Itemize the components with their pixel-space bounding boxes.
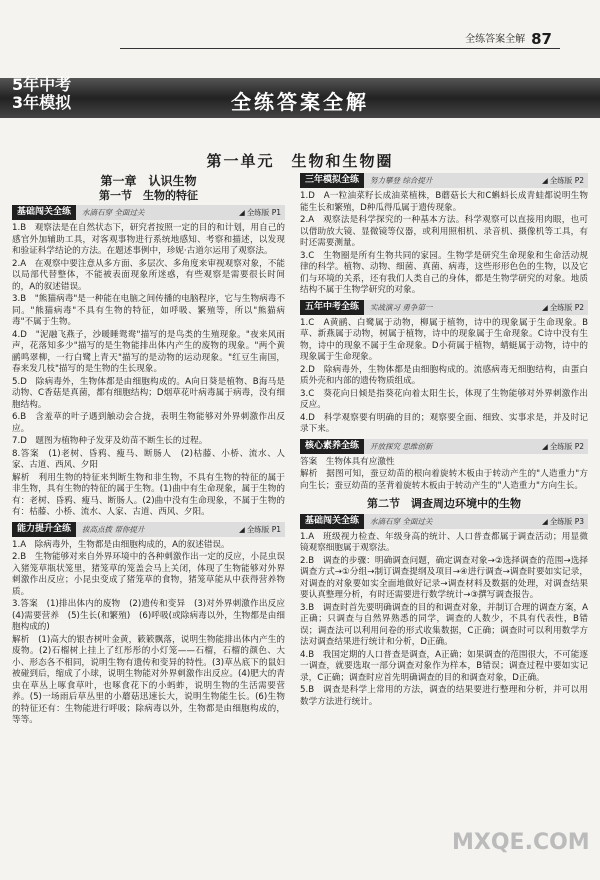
section-title: 第一节 生物的特征 — [99, 188, 198, 202]
answer-item: 5.B 调查是科学上常用的方法，调查的结果要进行整理和分析，并可以用数学方法进行统计。 — [300, 685, 588, 707]
page-number: 87 — [531, 30, 552, 48]
tag-reference — [542, 300, 584, 315]
tag-subtitle: 水滴石穿 全面过关 — [82, 208, 145, 217]
left-column — [12, 170, 294, 728]
tag-subtitle: 拔高点拨 帮你提升 — [82, 524, 145, 534]
tag-label: 基础闯关全练 — [12, 205, 76, 220]
logo-line-1: 5年中考 — [12, 75, 72, 94]
answer-item: 4.B 我国定期的人口普查是调查，A正确；如果调查的范围很大，不可能逐一调查，就要选取一部分调查对象作为样本，B错误；调查过程中要如实记录，C正确；调查时应首先明确调查的目的和调查对象，D正确。 — [300, 649, 588, 683]
tag-reference — [542, 514, 584, 529]
tag-label: 基础闯关全练 — [300, 514, 364, 529]
answer-item: 3.B "熊猫病毒"是一种能在电脑之间传播的电脑程序，它与生物病毒不同。"熊猫病毒"不具有生物的特征，如呼吸、繁殖等，所以"熊猫病毒"不属于生物。 — [12, 294, 285, 327]
tag-subtitle: 水滴石穿 全面过关 — [370, 516, 433, 526]
logo-line-2: 3年模拟 — [12, 93, 72, 112]
arrow-icon: ◢ — [542, 302, 548, 312]
answer-item: 解析 利用生物的特征来判断生物和非生物，不具有生物的特征的属于非生物，具有生物的特征的属于生物。(1)曲中有生命现象，属于生物的有：老树、昏鸦、瘦马、断肠人。(2)曲中没有生命现象，不属于生物的有：枯藤、小桥、流水、人家、古道、西风、夕阳。 — [12, 472, 285, 517]
tag-ref-text: 全练版 P2 — [549, 441, 584, 451]
tag-reference — [239, 205, 281, 220]
tag-label: 三年模拟全练 — [300, 173, 364, 188]
tag-ref-text: 全练版 P3 — [549, 516, 584, 526]
answer-item: 1.C A黄鹂、白鹭属于动物，柳属于植物，诗中的现象属于生命现象。B草、新燕属于动物，树属于植物，诗中的现象属于生命现象。C诗中没有生物，诗中的现象不属于生命现象。D小荷属于植物，蜻蜓属于动物，诗中的现象属于生命现象。 — [300, 317, 588, 362]
answer-item: 1.A 班级视力检查、年级身高的统计、人口普查都属于调查活动；用显微镜观察细胞属于观察法。 — [300, 531, 588, 553]
tag-ref-text: 全练版 P1 — [246, 524, 281, 534]
answer-item: 8.答案 (1)老树、昏鸦、瘦马、断肠人 (2)枯藤、小桥、流水、人家、古道、西风、夕阳 — [12, 448, 285, 470]
tag-ref-text: 全练版 P2 — [549, 176, 584, 185]
answer-item: 7.D 题图为植物种子发芽及幼苗不断生长的过程。 — [12, 436, 208, 446]
arrow-icon: ◢ — [542, 516, 548, 526]
tag-ref-text: 全练版 P2 — [549, 302, 584, 312]
exercise-tag — [12, 205, 285, 220]
answer-item: 2.A 观察法是科学探究的一种基本方法。科学观察可以直接用肉眼，也可以借助放大镜、显微镜等仪器，或利用照相机、录音机、摄像机等工具，有时还需要测量。 — [300, 215, 588, 248]
section-title: 第二节 调查周边环境中的生物 — [367, 497, 521, 510]
arrow-icon: ◢ — [239, 524, 245, 534]
tag-label: 核心素养全练 — [300, 439, 364, 454]
answer-item: 1.B 观察法是在自然状态下，研究者按照一定的目的和计划，用自己的感官外加辅助工具，对客观事物进行系统地感知、考察和描述，以发现和验证科学结论的方法。在题述事例中，珍妮·古道尔运用了观察法。 — [12, 223, 285, 256]
answer-item: 答案 生物体具有应激性 — [300, 456, 395, 467]
answer-item: 3.答案 (1)排出体内的废物 (2)遗传和变异 (3)对外界刺激作出反应 (4)需要营养 (5)生长(和繁殖) (6)呼吸(或除病毒以外，生物都是由细胞构成的) — [12, 599, 294, 632]
tag-subtitle: 实战演习 勇争第一 — [370, 302, 433, 312]
answer-item: 5.D 除病毒外，生物体都是由细胞构成的。A向日葵是植物、B海马是动物、C香菇是真菌，都有细胞结构；D烟草花叶病毒属于病毒，没有细胞结构。 — [12, 376, 285, 410]
exercise-tag — [300, 439, 588, 454]
answer-item: 1.A 除病毒外，生物都是由细胞构成的，A的叙述错误。 — [12, 539, 230, 550]
section-banner — [0, 66, 600, 130]
chapter-title: 第一章 认识生物 — [100, 174, 197, 188]
running-header — [465, 30, 552, 48]
exercise-tag — [300, 173, 588, 188]
answer-item: 解析 (1)高大的银杏树叶金黄，簌簌飘落，说明生物能排出体内产生的废物。(2)石榴树上挂上了红彤彤的小灯笼——石榴，石榴的颜色、大小、形态各不相同，说明生物有遗传和变异的特性。(3)草丛底下的鼠妇被碰到后，缩成了小球，说明生物能对外界刺激作出反应。(4)肥大的青虫在草丛上啄食草叶，也啄食花下的小蚂蚱，说明生物的生活需要营养。(5)一场雨后草丛里的小蘑菇迅速长大，说明生物能生长。(6)生物的特征还有：生物能进行呼吸；除病毒以外，生物都是由细胞构成的，等等。 — [12, 634, 285, 725]
tag-reference — [542, 173, 584, 188]
header-rule — [120, 48, 560, 49]
answer-item: 3.B 调查时首先要明确调查的目的和调查对象，并制订合理的调查方案，A正确；只调查与自然界熟悉的同学，调查的人数少，不具有代表性，B错误；调查法可以利用问卷的形式收集数据，C正确；调查时可以利用数学方法对调查结果进行统计和分析，D正确。 — [300, 602, 588, 647]
unit-title: 第一单元 生物和生物圈 — [206, 152, 394, 170]
tag-label: 五年中考全练 — [300, 300, 364, 315]
watermark: MXQE.COM — [452, 830, 590, 855]
answer-item: 4.D 科学观察要有明确的目的；观察要全面、细致、实事求是，并及时记录下来。 — [300, 412, 588, 434]
answer-item: 3.C 葵花向日倾是指葵花向着太阳生长，体现了生物能够对外界刺激作出反应。 — [300, 388, 588, 410]
arrow-icon: ◢ — [542, 441, 548, 451]
tag-label: 能力提升全练 — [12, 522, 76, 537]
tag-ref-text: 全练版 P1 — [246, 208, 281, 217]
tag-subtitle: 开放探究 思维创新 — [370, 441, 433, 451]
exercise-tag — [12, 522, 285, 537]
answer-item: 3.C 生物圈是所有生物共同的家园。生物学是研究生命现象和生命活动规律的科学。植物、动物、细菌、真菌、病毒，这些形形色色的生物，以及它们与环境的关系，还有我们人类自己的身体，都是生物学研究的对象。地质结构不属于生物学研究的对象。 — [300, 250, 588, 295]
answer-item: 2.A 在观察中要注意从多方面、多层次、多角度来审视观察对象，不能以局部代替整体，不能被表面现象所迷惑，有些观察是需要很长时间的，A的叙述错误。 — [12, 258, 285, 292]
answer-item: 6.B 含羞草的叶子遇到触动会合拢，表明生物能够对外界刺激作出反应。 — [12, 412, 285, 434]
exercise-tag — [300, 514, 588, 529]
answer-item: 解析 据图可知，蚕豆幼苗的根向着旋转木板由于转动产生的"人造重力"方向生长；蚕豆幼苗的茎背着旋转木板由于转动产生的"人造重力"方向生长。 — [300, 469, 588, 491]
answer-item: 2.B 调查的步骤：明确调查问题，确定调查对象→②选择调查的范围→选择调查方式→①分组→制订调查提纲及项目→④进行调查→调查时要如实记录，对调查的对象要如实全面地做好记录→调查材料及数据的处理，对调查结果要认真整理分析，有时还需要进行数学统计→③撰写调查报告。 — [300, 555, 588, 600]
answer-item: 4.D "泥融飞燕子，沙暖睡鸳鸯"描写的是鸟类的生殖现象。"夜来风雨声，花落知多少"描写的是生物能排出体内产生的废物的现象。"两个黄鹂鸣翠柳，一行白鹭上青天"描写的是动物的运动现象。"红豆生南国，春来发几枝"描写的是生物的生长现象。 — [12, 329, 285, 374]
answer-item: 2.D 除病毒外，生物体都是由细胞构成的。流感病毒无细胞结构，由蛋白质外壳和内部的遗传物质组成。 — [300, 364, 588, 386]
banner-title: 全练答案全解 — [231, 90, 369, 114]
tag-subtitle: 努力攀登 综合提升 — [370, 176, 433, 185]
answer-item: 2.B 生物能够对来自外界环境中的各种刺激作出一定的反应，小昆虫误入猪笼草瓶状笼里，猪笼草的笼盖会马上关闭，体现了生物能够对外界刺激作出反应；小昆虫变成了猪笼草的食物，猪笼草能从中获得营养物质。 — [12, 552, 285, 597]
right-column — [300, 170, 588, 709]
tag-reference — [239, 522, 281, 537]
book-title: 全练答案全解 — [465, 34, 526, 45]
answer-item: 1.D A一粒油菜籽长成油菜植株，B蘑菇长大和C蝌蚪长成青蛙都说明生物能生长和繁殖，D种瓜得瓜属于遗传现象。 — [300, 191, 588, 213]
arrow-icon: ◢ — [239, 208, 245, 217]
exercise-tag — [300, 300, 588, 315]
arrow-icon: ◢ — [542, 176, 548, 185]
tag-reference — [542, 439, 584, 454]
